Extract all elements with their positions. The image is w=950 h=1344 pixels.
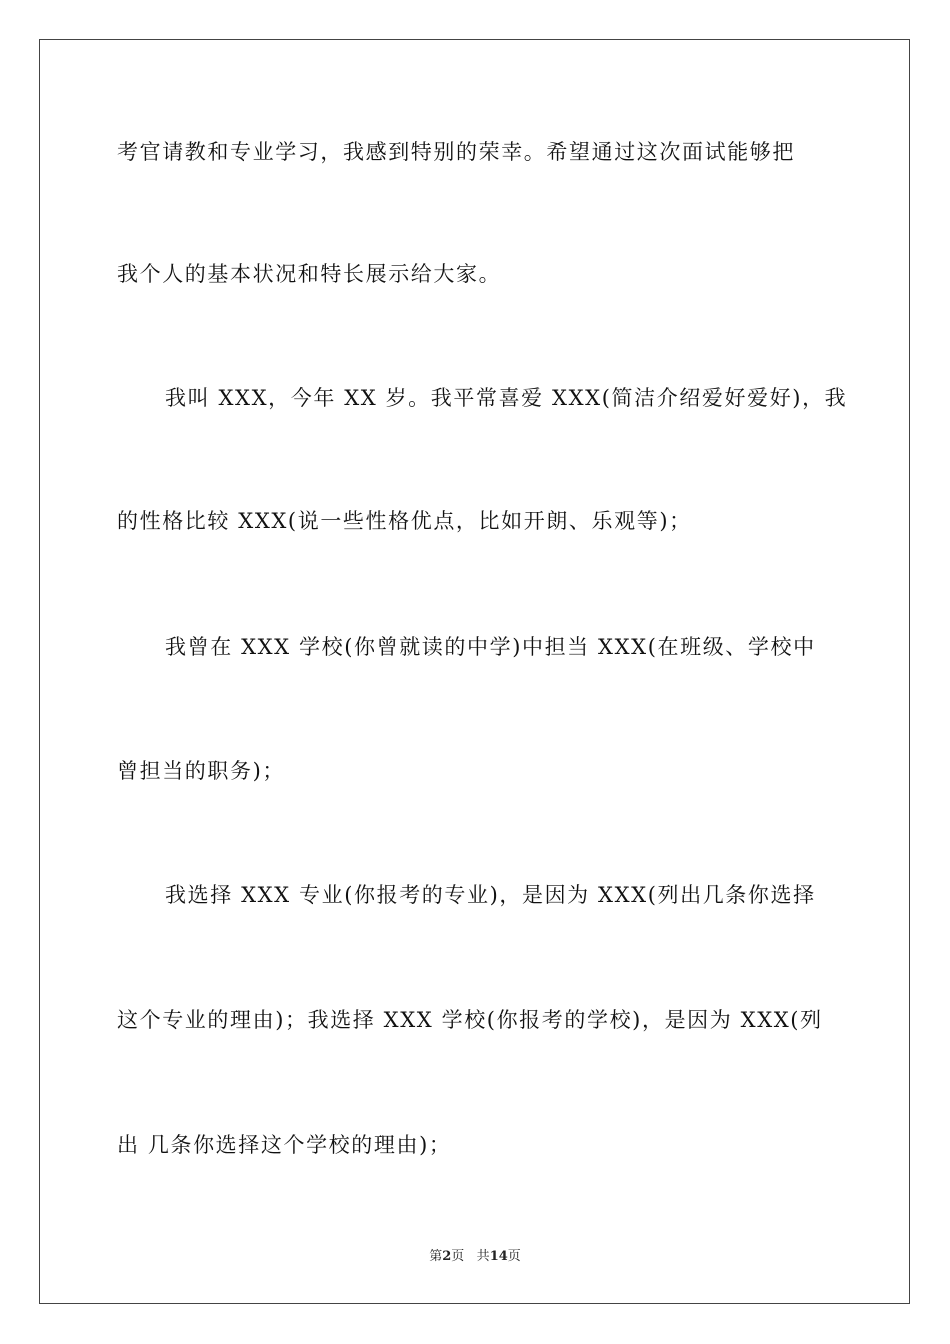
body-line-1: 考官请教和专业学习，我感到特别的荣幸。希望通过这次面试能够把 xyxy=(117,140,795,164)
total-suffix: 页 xyxy=(507,1249,521,1264)
page-prefix: 第 xyxy=(429,1249,443,1264)
total-pages: 14 xyxy=(489,1249,508,1264)
body-line-4: 的性格比较 XXX(说一些性格优点，比如开朗、乐观等)； xyxy=(117,509,692,533)
total-prefix: 共 xyxy=(476,1249,490,1264)
body-line-5: 我曾在 XXX 学校(你曾就读的中学)中担当 XXX(在班级、学校中 xyxy=(165,635,816,659)
page-suffix: 页 xyxy=(451,1249,465,1264)
body-line-8: 这个专业的理由)；我选择 XXX 学校(你报考的学校)，是因为 XXX(列 xyxy=(117,1008,823,1032)
page-border xyxy=(39,39,910,1304)
body-line-9: 出 几条你选择这个学校的理由)； xyxy=(117,1133,452,1157)
body-line-7: 我选择 XXX 专业(你报考的专业)，是因为 XXX(列出几条你选择 xyxy=(165,883,816,907)
body-line-3: 我叫 XXX，今年 XX 岁。我平常喜爱 XXX(简洁介绍爱好爱好)，我 xyxy=(165,386,848,410)
body-line-6: 曾担当的职务)； xyxy=(117,759,285,783)
page-footer xyxy=(0,1248,950,1266)
body-line-2: 我个人的基本状况和特长展示给大家。 xyxy=(117,262,502,286)
page-number: 2 xyxy=(442,1249,452,1264)
